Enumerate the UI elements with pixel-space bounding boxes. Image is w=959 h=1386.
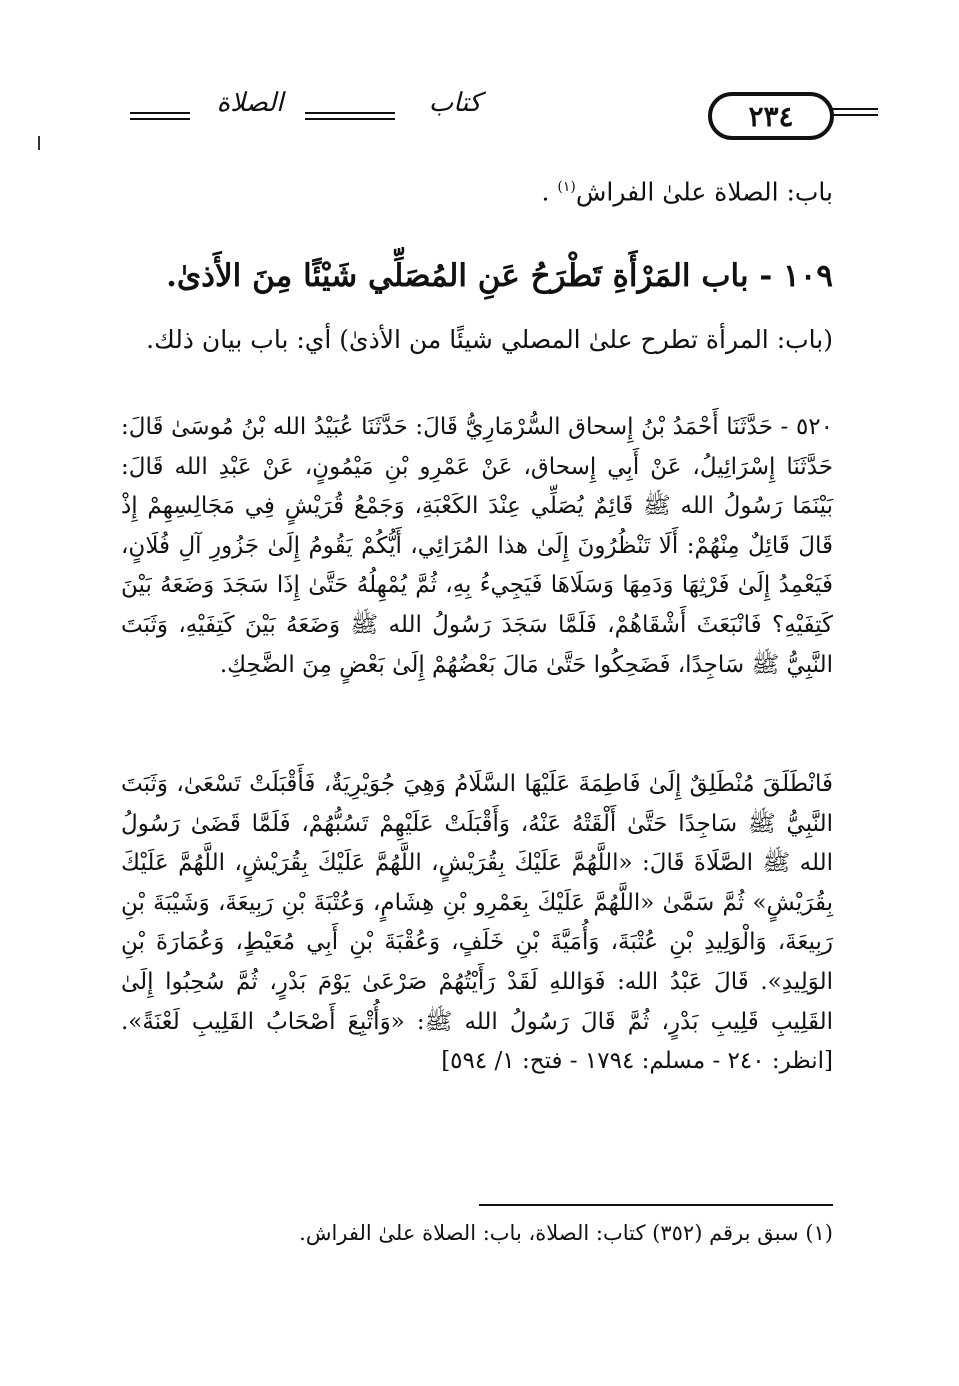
running-title-book: كتاب [428,88,482,118]
header-rule-left [130,112,190,120]
hadith-paragraph-1: ٥٢٠ - حَدَّثَنَا أَحْمَدُ بْنُ إِسحاق السُّرْمَارِيُّ قَالَ: حَدَّثَنَا عُبَيْدُ الله بْنُ مُوسَىٰ قَالَ: حَدَّثَنَا إِسْرَائِيلُ، عَنْ أَبِي إِسحاق، عَنْ عَمْرِو بْنِ مَيْمُونٍ، عَنْ عَبْدِ الله قَالَ: بَيْنَمَا رَسُولُ الله ﷺ قَائِمٌ يُصَلِّي عِنْدَ الكَعْبَةِ، وَجَمْعُ قُرَيْشٍ فِي مَجَالِسِهِمْ إِذْ قَالَ قَائِلٌ مِنْهُمْ: أَلَا تَنْظُرُونَ إِلَىٰ هذا المُرَائِي، أَيُّكُمْ يَقُومُ إِلَىٰ جَزُورِ آلِ فُلَانٍ، فَيَعْمِدُ إِلَىٰ فَرْثِهَا وَدَمِهَا وَسَلَاهَا فَيَجِيءُ بِهِ، ثُمَّ يُمْهِلُهُ حَتَّىٰ إِذَا سَجَدَ وَضَعَهُ بَيْنَ كَتِفَيْهِ؟ فَانْبَعَثَ أَشْقَاهُمْ، فَلَمَّا سَجَدَ رَسُولُ الله ﷺ وَضَعَهُ بَيْنَ كَتِفَيْهِ، وَثَبَتَ النَّبِيُّ ﷺ سَاجِدًا، فَضَحِكُوا حَتَّىٰ مَالَ بَعْضُهُمْ إِلَىٰ بَعْضٍ مِنَ الضَّحِكِ. [121,414,833,678]
header-rule-right [830,108,878,116]
continuation-end: . [541,177,558,207]
hadith-paragraph-2: فَانْطَلَقَ مُنْطَلِقٌ إِلَىٰ فَاطِمَةَ عَلَيْهَا السَّلَامُ وَهِيَ جُوَيْرِيَةٌ، فَأَقْبَلَتْ تَسْعَىٰ، وَثَبَتَ النَّبِيُّ ﷺ سَاجِدًا حَتَّىٰ أَلْقَتْهُ عَنْهُ، وَأَقْبَلَتْ عَلَيْهِمْ تَسُبُّهُمْ، فَلَمَّا قَضَىٰ رَسُولُ الله ﷺ الصَّلَاةَ قَالَ: «اللَّهُمَّ عَلَيْكَ بِقُرَيْشٍ، اللَّهُمَّ عَلَيْكَ بِقُرَيْشٍ، اللَّهُمَّ عَلَيْكَ بِقُرَيْشٍ» ثُمَّ سَمَّىٰ «اللَّهُمَّ عَلَيْكَ بِعَمْرِو بْنِ هِشَامٍ، وَعُتْبَةَ بْنِ رَبِيعَةَ، وَشَيْبَةَ بْنِ رَبِيعَةَ، وَالْوَلِيدِ بْنِ عُتْبَةَ، وَأُمَيَّةَ بْنِ خَلَفٍ، وَعُقْبَةَ بْنِ أَبِي مُعَيْطٍ، وَعُمَارَةَ بْنِ الوَلِيدِ». قَالَ عَبْدُ الله: فَوَاللهِ لَقَدْ رَأَيْتُهُمْ صَرْعَىٰ يَوْمَ بَدْرٍ، ثُمَّ سُحِبُوا إِلَىٰ القَلِيبِ قَلِيبِ بَدْرٍ، ثُمَّ قَالَ رَسُولُ الله ﷺ: «وَأُتْبِعَ أَصْحَابُ القَلِيبِ لَعْنَةً». [انظر: ٢٤٠ - مسلم: ١٧٩٤ - فتح: ١/ ٥٩٤] [121,771,833,1075]
header-rule-middle [305,112,395,120]
continuation-line [123,168,833,212]
margin-mark [38,136,40,150]
running-title-section: الصلاة [216,88,284,118]
footnote: (١) سبق برقم (٣٥٢) كتاب: الصلاة، باب: الصلاة علىٰ الفراش. [299,1221,833,1245]
chapter-intro: (باب: المرأة تطرح علىٰ المصلي شيئًا من الأذىٰ) أي: باب بيان ذلك. [146,325,833,354]
chapter-heading: ١٠٩ - باب المَرْأَةِ تَطْرَحُ عَنِ المُصَلِّي شَيْئًا مِنَ الأَذىٰ. [166,258,833,294]
footnote-divider [479,1204,833,1206]
continuation-text: باب: الصلاة علىٰ الفراش [575,177,833,207]
page-number-badge: ٢٣٤ [708,92,834,140]
footnote-ref: (١) [557,179,576,195]
